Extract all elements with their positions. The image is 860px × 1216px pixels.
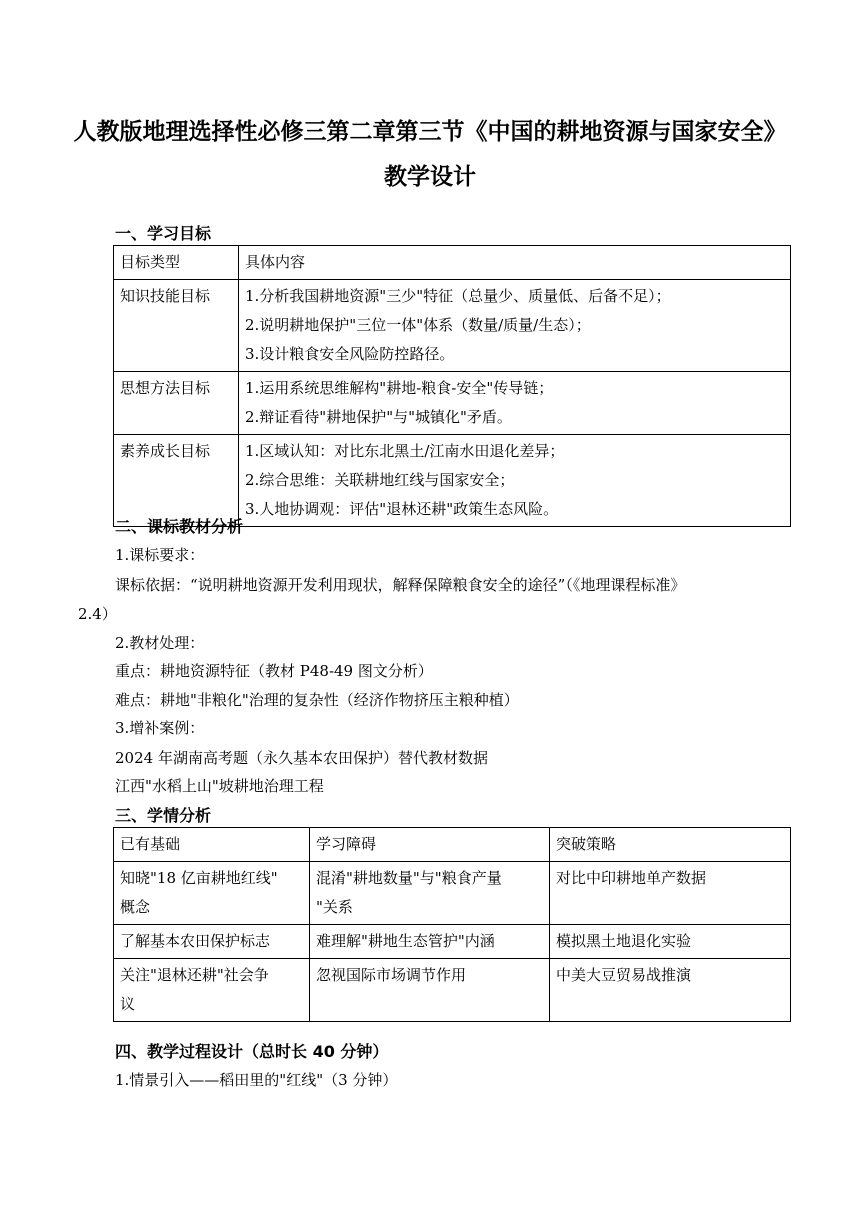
table-cell <box>550 925 791 959</box>
section2-heading: 二、课标教材分析 <box>115 517 244 536</box>
goal-type-cell: 知识技能目标 <box>114 280 239 372</box>
table-cell <box>550 862 791 925</box>
table-row <box>114 372 791 435</box>
table-cell <box>114 862 310 925</box>
table-row <box>114 925 791 959</box>
table-row <box>114 280 791 372</box>
goal-item: 3.人地协调观：评估"退林还耕"政策生态风险。 <box>245 500 559 518</box>
goal-content-cell <box>239 372 791 435</box>
section1-heading: 一、学习目标 <box>115 224 212 243</box>
document-title-line2: 教学设计 <box>384 164 476 190</box>
cell-line: 对比中印耕地单产数据 <box>556 869 707 887</box>
cell-line: 知晓"18 亿亩耕地红线" <box>120 869 278 887</box>
table-cell <box>310 959 550 1022</box>
table-header-row <box>114 828 791 862</box>
table-header-cell: 已有基础 <box>114 828 310 862</box>
cell-line: "关系 <box>316 898 353 916</box>
table-row <box>114 435 791 527</box>
table-header-cell: 具体内容 <box>239 246 791 280</box>
case-item: 江西"水稻上山"坡耕地治理工程 <box>115 777 324 795</box>
difficulty-text: 难点：耕地"非粮化"治理的复杂性（经济作物挤压主粮种植） <box>115 691 519 709</box>
section3-heading: 三、学情分析 <box>115 806 212 825</box>
cell-line: 混淆"耕地数量"与"粮食产量 <box>316 869 502 887</box>
goal-item: 3.设计粮食安全风险防控路径。 <box>245 345 455 363</box>
cell-line: 忽视国际市场调节作用 <box>316 966 467 984</box>
learning-situation-table <box>113 827 791 1022</box>
cell-line: 难理解"耕地生态管护"内涵 <box>316 932 495 950</box>
curriculum-basis-line2: 2.4） <box>78 605 117 623</box>
table-cell <box>310 862 550 925</box>
goal-item: 1.分析我国耕地资源"三少"特征（总量少、质量低、后备不足）； <box>245 287 671 305</box>
curriculum-basis-line1: 课标依据：“说明耕地资源开发利用现状，解释保障粮食安全的途径”（《地理课程标准》 <box>115 576 686 594</box>
table-cell <box>310 925 550 959</box>
cell-line: 关注"退林还耕"社会争 <box>120 966 269 984</box>
goal-item: 1.区域认知：对比东北黑土/江南水田退化差异； <box>245 442 565 460</box>
goal-item: 2.辩证看待"耕地保护"与"城镇化"矛盾。 <box>245 408 512 426</box>
supplementary-cases-subheading: 3.增补案例： <box>115 719 205 737</box>
cell-line: 模拟黑土地退化实验 <box>556 932 692 950</box>
table-header-row <box>114 246 791 280</box>
table-header-cell: 学习障碍 <box>310 828 550 862</box>
cell-line: 了解基本农田保护标志 <box>120 932 271 950</box>
document-title-line1: 人教版地理选择性必修三第二章第三节《中国的耕地资源与国家安全》 <box>73 119 787 145</box>
learning-goals-table <box>113 245 791 527</box>
cell-line: 议 <box>120 995 136 1013</box>
textbook-processing-subheading: 2.教材处理： <box>115 634 205 652</box>
table-cell <box>114 959 310 1022</box>
curriculum-requirement-subheading: 1.课标要求： <box>115 546 205 564</box>
table-header-cell: 目标类型 <box>114 246 239 280</box>
table-row <box>114 959 791 1022</box>
goal-type-cell: 思想方法目标 <box>114 372 239 435</box>
case-item: 2024 年湖南高考题（永久基本农田保护）替代教材数据 <box>115 749 488 767</box>
section4-heading: 四、教学过程设计（总时长 40 分钟） <box>115 1042 389 1061</box>
goal-item: 2.说明耕地保护"三位一体"体系（数量/质量/生态）； <box>245 316 591 334</box>
cell-line: 中美大豆贸易战推演 <box>556 966 692 984</box>
table-cell <box>114 925 310 959</box>
table-header-cell: 突破策略 <box>550 828 791 862</box>
scenario-intro-subheading: 1.情景引入——稻田里的"红线"（3 分钟） <box>115 1071 398 1089</box>
goal-content-cell <box>239 280 791 372</box>
goal-item: 1.运用系统思维解构"耕地-粮食-安全"传导链； <box>245 379 554 397</box>
goal-item: 2.综合思维：关联耕地红线与国家安全； <box>245 471 515 489</box>
key-point-text: 重点：耕地资源特征（教材 P48-49 图文分析） <box>115 662 433 680</box>
table-cell <box>550 959 791 1022</box>
cell-line: 概念 <box>120 898 151 916</box>
goal-content-cell <box>239 435 791 527</box>
table-row <box>114 862 791 925</box>
goal-type-cell: 素养成长目标 <box>114 435 239 527</box>
